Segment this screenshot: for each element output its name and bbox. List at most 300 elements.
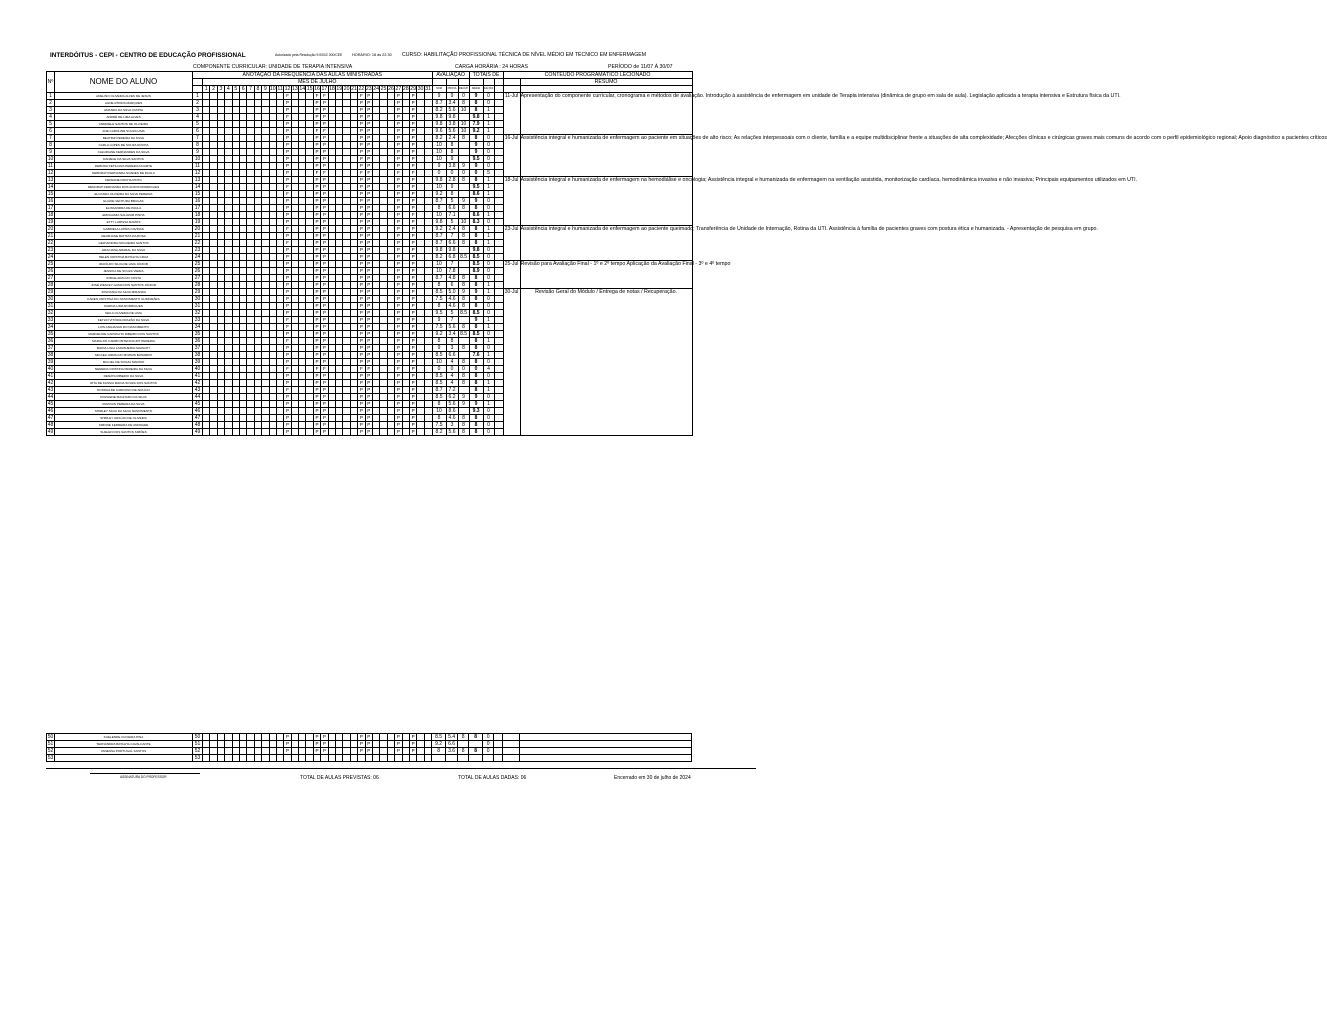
- eval-value-4: 1: [483, 282, 494, 289]
- attendance-day-14: [299, 289, 306, 296]
- attendance-day-13: [291, 254, 298, 261]
- attendance-day-6: [239, 352, 246, 359]
- attendance-day-20: [343, 184, 350, 191]
- attendance-day-1: [203, 268, 210, 275]
- attendance-day-19: [336, 191, 343, 198]
- attendance-day-27: P: [395, 212, 402, 219]
- cell: [193, 79, 203, 86]
- attendance-day-17: P: [321, 429, 328, 436]
- attendance-day-19: [336, 303, 343, 310]
- attendance-day-7: [247, 149, 254, 156]
- attendance-day-12: F: [284, 191, 291, 198]
- attendance-day-9: [262, 310, 269, 317]
- attendance-day-5: [232, 149, 239, 156]
- attendance-day-2: [210, 317, 217, 324]
- eval-value-2: 9: [458, 394, 469, 401]
- attendance-day-13: [291, 128, 298, 135]
- attendance-day-4: [225, 184, 232, 191]
- attendance-day-13: [291, 184, 298, 191]
- attendance-day-4: [225, 303, 232, 310]
- attendance-day-3: [217, 755, 224, 762]
- attendance-day-15: [306, 338, 313, 345]
- attendance-day-31: [424, 324, 432, 331]
- attendance-day-17: P: [321, 100, 328, 107]
- attendance-day-31: [424, 303, 432, 310]
- attendance-day-6: [239, 128, 246, 135]
- attendance-day-24: [372, 191, 379, 198]
- attendance-day-1: [203, 254, 210, 261]
- attendance-day-16: P: [313, 163, 320, 170]
- attendance-day-6: [239, 205, 246, 212]
- day-28: 28: [402, 86, 409, 92]
- eval-value-3: 8: [469, 275, 483, 282]
- attendance-day-4: [225, 240, 232, 247]
- attendance-day-22: P: [358, 163, 365, 170]
- attendance-day-12: F: [284, 226, 291, 233]
- attendance-day-3: [217, 226, 224, 233]
- attendance-day-24: [372, 100, 379, 107]
- attendance-day-23: P: [365, 240, 372, 247]
- attendance-day-30: [417, 170, 424, 177]
- attendance-day-26: [387, 755, 394, 762]
- row-number: 28: [47, 282, 54, 288]
- attendance-day-26: [387, 149, 394, 156]
- attendance-day-10: [269, 394, 276, 401]
- attendance-day-5: [232, 261, 239, 268]
- attendance-day-15: [306, 128, 313, 135]
- attendance-day-1: [203, 429, 210, 436]
- attendance-day-18: [328, 296, 335, 303]
- student-name: GEORJANE BATISTA DA ROSA: [55, 233, 193, 240]
- attendance-day-9: [262, 748, 269, 755]
- attendance-day-3: [217, 310, 224, 317]
- attendance-day-17: P: [321, 741, 328, 748]
- attendance-day-24: [372, 212, 379, 219]
- attendance-day-2: [210, 338, 217, 345]
- attendance-day-23: P: [365, 429, 372, 436]
- attendance-day-12: P: [284, 748, 291, 755]
- attendance-day-30: [417, 755, 424, 762]
- attendance-day-12: P: [284, 268, 291, 275]
- attendance-day-13: [291, 415, 298, 422]
- attendance-day-18: [328, 345, 335, 352]
- eval-value-3: 8.5: [469, 331, 483, 338]
- attendance-day-26: [387, 226, 394, 233]
- eval-value-3: 8: [469, 233, 483, 240]
- attendance-day-23: P: [365, 380, 372, 387]
- attendance-day-28: [402, 254, 409, 261]
- attendance-day-1: [203, 191, 210, 198]
- attendance-day-27: P: [395, 233, 402, 240]
- attendance-day-17: P: [321, 380, 328, 387]
- cell: [494, 233, 503, 240]
- attendance-day-16: P: [313, 373, 320, 380]
- eval-value-2: 8: [458, 240, 469, 247]
- attendance-day-9: [262, 324, 269, 331]
- attendance-day-11: [276, 303, 283, 310]
- eval-value-3: 8.5: [469, 254, 483, 261]
- attendance-day-27: P: [395, 191, 402, 198]
- attendance-day-23: P: [365, 734, 372, 741]
- roll-index: 1: [193, 93, 203, 100]
- attendance-day-5: [232, 240, 239, 247]
- attendance-day-18: [328, 408, 335, 415]
- attendance-day-29: P: [409, 359, 416, 366]
- attendance-day-14: [299, 149, 306, 156]
- attendance-day-14: [299, 170, 306, 177]
- attendance-day-12: P: [284, 741, 291, 748]
- attendance-day-10: [269, 219, 276, 226]
- cell: [494, 79, 503, 86]
- roll-index: 18: [193, 212, 203, 219]
- student-name: ROZIVAN PEREIRA DA SILVA: [55, 401, 193, 408]
- attendance-day-1: [203, 142, 210, 149]
- cell: [494, 205, 503, 212]
- row-number: 52: [47, 748, 54, 754]
- attendance-day-23: P: [365, 401, 372, 408]
- student-name: ADELINO OLIVEIRA ALVES DE JESUS: [55, 93, 193, 100]
- row-number: 6: [47, 128, 55, 135]
- attendance-day-25: [380, 149, 387, 156]
- roll-index: 5: [193, 121, 203, 128]
- eval-value-0: 9.2: [432, 191, 446, 198]
- attendance-day-27: P: [395, 107, 402, 114]
- attendance-day-18: [328, 338, 335, 345]
- attendance-day-4: [225, 191, 232, 198]
- attendance-day-28: [402, 296, 409, 303]
- attendance-day-8: [254, 226, 261, 233]
- attendance-day-8: [254, 324, 261, 331]
- attendance-day-1: [203, 275, 210, 282]
- attendance-day-8: [254, 135, 261, 142]
- attendance-day-16: P: [313, 240, 320, 247]
- attendance-day-30: [417, 233, 424, 240]
- attendance-day-12: P: [284, 401, 291, 408]
- footer-divider: [46, 768, 756, 769]
- attendance-day-22: P: [358, 380, 365, 387]
- attendance-day-1: [203, 128, 210, 135]
- cell: [494, 177, 503, 184]
- eval-value-3: 8: [469, 205, 483, 212]
- table-row: [47, 755, 692, 762]
- attendance-day-17: P: [321, 233, 328, 240]
- attendance-day-20: [343, 149, 350, 156]
- attendance-day-13: [291, 303, 298, 310]
- attendance-day-3: [217, 380, 224, 387]
- eval-value-1: 4: [446, 373, 458, 380]
- attendance-day-26: [387, 128, 394, 135]
- attendance-day-7: [247, 345, 254, 352]
- attendance-day-30: [417, 100, 424, 107]
- eval-value-0: 8.5: [432, 373, 446, 380]
- attendance-day-22: P: [358, 254, 365, 261]
- attendance-day-16: P: [313, 394, 320, 401]
- attendance-day-2: [210, 429, 217, 436]
- attendance-day-28: [402, 233, 409, 240]
- attendance-day-8: [254, 184, 261, 191]
- attendance-day-18: [328, 121, 335, 128]
- attendance-day-9: [262, 254, 269, 261]
- attendance-day-15: [306, 303, 313, 310]
- attendance-day-27: P: [395, 734, 402, 741]
- eval-value-3: 8: [469, 387, 483, 394]
- attendance-day-23: P: [365, 121, 372, 128]
- attendance-day-29: P: [409, 184, 416, 191]
- attendance-day-9: [262, 338, 269, 345]
- lesson-summary: Revisão Geral do Módulo / Entrega de notas / Recuperação.: [520, 289, 692, 436]
- attendance-day-18: [328, 205, 335, 212]
- attendance-day-21: [350, 324, 357, 331]
- attendance-day-25: [380, 121, 387, 128]
- attendance-day-4: [225, 359, 232, 366]
- attendance-day-19: [336, 282, 343, 289]
- eval-value-2: 9: [458, 198, 469, 205]
- attendance-day-30: [417, 359, 424, 366]
- attendance-day-23: P: [365, 226, 372, 233]
- attendance-day-14: [299, 212, 306, 219]
- student-name: AMANDA DA SILVA CUNHA: [55, 107, 193, 114]
- attendance-day-11: [276, 317, 283, 324]
- attendance-table: [46, 71, 1327, 436]
- attendance-day-21: [350, 184, 357, 191]
- attendance-day-8: [254, 394, 261, 401]
- attendance-day-14: [299, 128, 306, 135]
- attendance-day-5: [232, 191, 239, 198]
- attendance-day-4: [225, 247, 232, 254]
- attendance-day-23: [365, 755, 372, 762]
- attendance-day-26: [387, 93, 394, 100]
- attendance-day-5: [232, 268, 239, 275]
- attendance-day-21: [350, 741, 357, 748]
- eval-value-4: 0: [483, 163, 494, 170]
- attendance-day-25: [380, 310, 387, 317]
- eval-value-4: 1: [483, 177, 494, 184]
- attendance-day-30: [417, 422, 424, 429]
- eval-value-2: [458, 338, 469, 345]
- eval-value-2: 8: [458, 748, 469, 755]
- attendance-day-9: [262, 734, 269, 741]
- eval-value-3: 8: [469, 296, 483, 303]
- attendance-day-6: [239, 198, 246, 205]
- lesson-date: 23-Jul: [503, 226, 520, 261]
- attendance-day-14: [299, 387, 306, 394]
- row-number: 38: [47, 352, 54, 358]
- attendance-day-20: [343, 233, 350, 240]
- attendance-day-7: [247, 156, 254, 163]
- eval-value-0: 10: [432, 359, 446, 366]
- attendance-day-13: [291, 345, 298, 352]
- day-17: 17: [321, 86, 328, 92]
- attendance-day-17: P: [321, 734, 328, 741]
- attendance-day-5: [232, 142, 239, 149]
- attendance-day-28: [402, 177, 409, 184]
- attendance-day-25: [380, 366, 387, 373]
- attendance-day-31: [424, 275, 432, 282]
- attendance-day-24: [372, 303, 379, 310]
- cell: [494, 324, 503, 331]
- attendance-day-31: [424, 226, 432, 233]
- eval-value-3: [469, 755, 483, 762]
- attendance-day-17: P: [321, 373, 328, 380]
- attendance-day-24: [372, 142, 379, 149]
- attendance-day-3: [217, 191, 224, 198]
- attendance-day-17: F: [321, 170, 328, 177]
- attendance-day-18: [328, 170, 335, 177]
- attendance-day-11: [276, 387, 283, 394]
- attendance-day-28: [402, 114, 409, 121]
- attendance-day-18: [328, 422, 335, 429]
- attendance-day-14: [299, 135, 306, 142]
- attendance-day-6: [239, 741, 246, 748]
- attendance-day-13: [291, 408, 298, 415]
- attendance-day-4: [225, 734, 232, 741]
- attendance-day-6: [239, 359, 246, 366]
- attendance-day-20: [343, 121, 350, 128]
- attendance-day-6: [239, 247, 246, 254]
- attendance-day-2: [210, 226, 217, 233]
- attendance-day-24: [372, 282, 379, 289]
- attendance-day-26: [387, 415, 394, 422]
- attendance-day-21: [350, 170, 357, 177]
- attendance-day-6: [239, 184, 246, 191]
- attendance-day-22: P: [358, 401, 365, 408]
- attendance-day-12: P: [284, 380, 291, 387]
- student-name: MARIA DO CARMO BITENCOURT PEREIRA: [55, 338, 193, 345]
- roll-index: 47: [193, 415, 203, 422]
- roll-index: 26: [193, 268, 203, 275]
- attendance-day-9: [262, 212, 269, 219]
- eval-value-2: 10: [458, 128, 469, 135]
- attendance-day-23: P: [365, 177, 372, 184]
- eval-value-3: 8.6: [469, 191, 483, 198]
- attendance-day-4: [225, 401, 232, 408]
- eval-value-0: [432, 755, 446, 762]
- day-5: 5: [232, 86, 239, 93]
- roll-index: 20: [193, 226, 203, 233]
- cell: [494, 142, 503, 149]
- eval-value-1: 6.6: [446, 240, 458, 247]
- eval-value-2: 8: [458, 282, 469, 289]
- attendance-day-14: [299, 345, 306, 352]
- attendance-day-5: [232, 317, 239, 324]
- roll-index: 41: [193, 373, 203, 380]
- attendance-day-17: P: [321, 394, 328, 401]
- attendance-day-5: [232, 415, 239, 422]
- eval-value-4: 0: [483, 408, 494, 415]
- eval-value-0: 10: [432, 212, 446, 219]
- attendance-day-14: [299, 163, 306, 170]
- attendance-day-21: [350, 198, 357, 205]
- attendance-day-28: [402, 741, 409, 748]
- attendance-day-20: [343, 212, 350, 219]
- attendance-day-24: [372, 755, 379, 762]
- attendance-day-9: [262, 331, 269, 338]
- day-4: 4: [225, 86, 232, 93]
- attendance-day-9: [262, 401, 269, 408]
- attendance-day-22: P: [358, 121, 365, 128]
- cell: [494, 748, 503, 755]
- attendance-day-15: [306, 247, 313, 254]
- attendance-day-8: [254, 240, 261, 247]
- attendance-day-7: [247, 331, 254, 338]
- attendance-day-21: [350, 205, 357, 212]
- attendance-day-4: [225, 310, 232, 317]
- eval-value-3: 8: [469, 748, 483, 755]
- summary-header: RESUMO: [520, 79, 692, 86]
- cell: [494, 296, 503, 303]
- day-31: 31: [425, 86, 432, 92]
- attendance-day-24: [372, 415, 379, 422]
- table-row: [47, 93, 693, 100]
- attendance-day-13: [291, 755, 298, 762]
- roll-index: 42: [193, 380, 203, 387]
- eval-col-5: [494, 86, 503, 93]
- attendance-day-2: [210, 128, 217, 135]
- attendance-day-14: [299, 401, 306, 408]
- table-row: [47, 748, 692, 755]
- row-number: 18: [47, 212, 54, 218]
- attendance-day-29: P: [409, 135, 416, 142]
- student-name: RITA DE KASSIA MAINA SOUZA DOS SANTOS: [55, 380, 193, 387]
- attendance-day-30: [417, 261, 424, 268]
- attendance-day-9: [262, 93, 269, 100]
- attendance-day-4: [225, 394, 232, 401]
- attendance-day-11: [276, 177, 283, 184]
- attendance-day-16: P: [313, 254, 320, 261]
- attendance-day-23: P: [365, 310, 372, 317]
- attendance-day-26: [387, 317, 394, 324]
- attendance-day-27: P: [395, 289, 402, 296]
- attendance-day-1: [203, 121, 210, 128]
- attendance-day-4: [225, 380, 232, 387]
- attendance-day-7: [247, 114, 254, 121]
- attendance-day-4: [225, 748, 232, 755]
- attendance-day-8: [254, 268, 261, 275]
- roll-index: 9: [193, 149, 203, 156]
- attendance-day-2: [210, 748, 217, 755]
- attendance-day-12: P: [284, 128, 291, 135]
- attendance-day-9: [262, 205, 269, 212]
- attendance-day-9: [262, 261, 269, 268]
- attendance-day-23: P: [365, 268, 372, 275]
- attendance-day-19: [336, 394, 343, 401]
- attendance-day-19: [336, 422, 343, 429]
- attendance-day-20: [343, 107, 350, 114]
- attendance-day-24: [372, 149, 379, 156]
- attendance-day-14: [299, 121, 306, 128]
- attendance-day-25: [380, 114, 387, 121]
- attendance-day-2: [210, 408, 217, 415]
- attendance-day-29: P: [409, 373, 416, 380]
- attendance-day-23: P: [365, 219, 372, 226]
- attendance-day-7: [247, 163, 254, 170]
- attendance-day-28: [402, 240, 409, 247]
- eval-value-4: 1: [483, 380, 494, 387]
- eval-value-0: 8: [432, 282, 446, 289]
- attendance-day-16: P: [313, 107, 320, 114]
- attendance-day-19: [336, 345, 343, 352]
- eval-value-0: 9.2: [432, 331, 446, 338]
- attendance-day-6: [239, 755, 246, 762]
- attendance-day-7: [247, 734, 254, 741]
- roll-index: 44: [193, 394, 203, 401]
- attendance-day-29: P: [409, 107, 416, 114]
- eval-value-4: 0: [483, 345, 494, 352]
- attendance-day-2: [210, 345, 217, 352]
- eval-value-0: 8.2: [432, 254, 446, 261]
- attendance-day-12: [284, 755, 291, 762]
- attendance-day-31: [424, 394, 432, 401]
